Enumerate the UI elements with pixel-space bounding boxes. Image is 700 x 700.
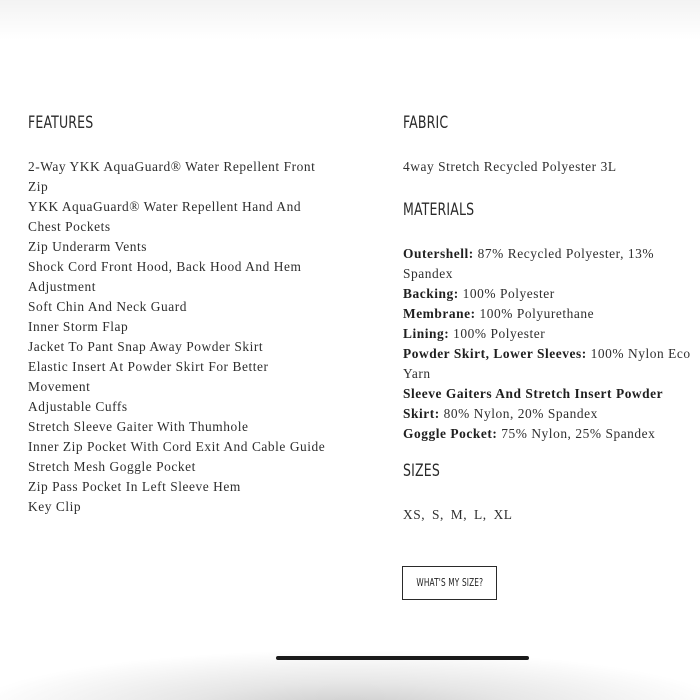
material-label: Goggle Pocket:: [403, 426, 498, 441]
material-label: Outershell:: [403, 246, 474, 261]
whats-my-size-label: WHAT'S MY SIZE?: [416, 577, 483, 589]
feature-item: Adjustable Cuffs: [28, 399, 128, 414]
features-list: [28, 157, 328, 517]
feature-item: Jacket To Pant Snap Away Powder Skirt: [28, 339, 264, 354]
feature-item: Key Clip: [28, 499, 82, 514]
fabric-heading: FABRIC: [403, 113, 449, 133]
feature-item: Zip Underarm Vents: [28, 239, 147, 254]
top-fade: [0, 0, 700, 40]
feature-item: Soft Chin And Neck Guard: [28, 299, 187, 314]
feature-item: Stretch Sleeve Gaiter With Thumhole: [28, 419, 249, 434]
whats-my-size-button[interactable]: [402, 566, 497, 600]
material-label: Lining:: [403, 326, 450, 341]
sizes-heading: SIZES: [403, 461, 440, 481]
material-value: 87% Recycled Polyester, 13% Spandex: [403, 246, 655, 281]
feature-item: Stretch Mesh Goggle Pocket: [28, 459, 196, 474]
feature-item: Shock Cord Front Hood, Back Hood And Hem Adjustment: [28, 259, 302, 294]
material-value: 80% Nylon, 20% Spandex: [439, 406, 598, 421]
feature-item: Elastic Insert At Powder Skirt For Better Movement: [28, 359, 269, 394]
fabric-text: 4way Stretch Recycled Polyester 3L: [403, 159, 617, 174]
material-item: [403, 344, 693, 384]
material-label: Membrane:: [403, 306, 476, 321]
sizes-text: XS, S, M, L, XL: [403, 507, 513, 522]
feature-item: Zip Pass Pocket In Left Sleeve Hem: [28, 479, 241, 494]
feature-item: 2-Way YKK AquaGuard® Water Repellent Front Zip: [28, 159, 316, 194]
features-heading: FEATURES: [28, 113, 94, 133]
feature-item: Inner Zip Pocket With Cord Exit And Cable Guide: [28, 439, 326, 454]
material-item: [403, 284, 693, 304]
material-value: 100% Polyurethane: [475, 306, 595, 321]
material-label: Powder Skirt, Lower Sleeves:: [403, 346, 587, 361]
materials-list: [403, 244, 693, 444]
home-indicator[interactable]: [276, 656, 529, 660]
material-label: Backing:: [403, 286, 459, 301]
material-value: 100% Polyester: [449, 326, 546, 341]
materials-heading: MATERIALS: [403, 200, 475, 220]
material-value: 75% Nylon, 25% Spandex: [497, 426, 656, 441]
material-item: [403, 304, 693, 324]
material-label: Sleeve Gaiters And Stretch Insert Powder Skirt:: [403, 386, 663, 421]
feature-item: YKK AquaGuard® Water Repellent Hand And Chest Pockets: [28, 199, 302, 234]
material-item: [403, 424, 693, 444]
feature-item: Inner Storm Flap: [28, 319, 129, 334]
material-item: [403, 324, 693, 344]
material-item: [403, 384, 693, 424]
material-item: [403, 244, 693, 284]
material-value: 100% Nylon Eco Yarn: [403, 346, 691, 381]
material-value: 100% Polyester: [458, 286, 555, 301]
